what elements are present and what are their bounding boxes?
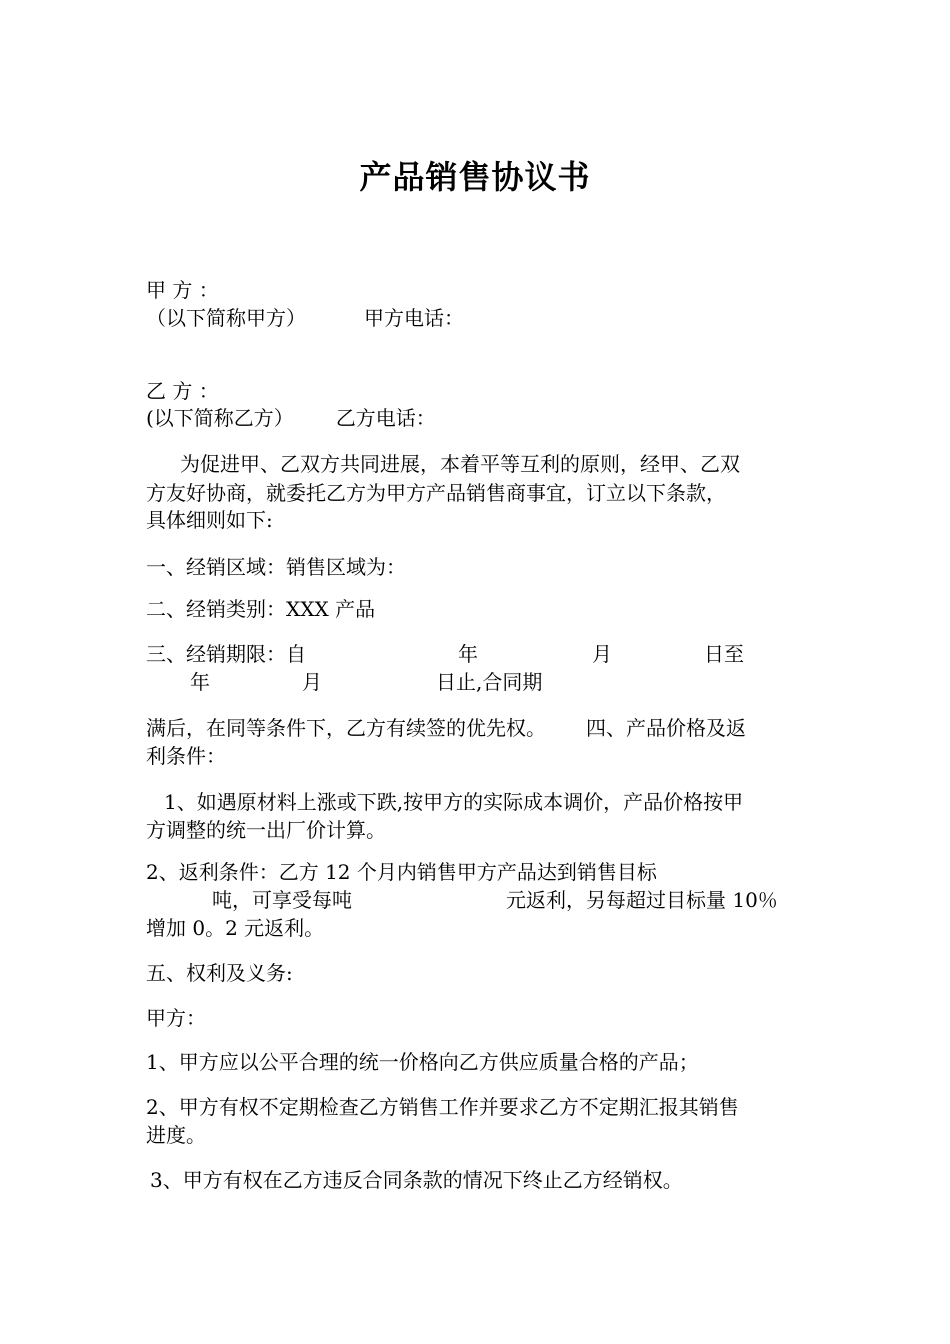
clause-1: 一、经销区域：销售区域为： <box>146 555 406 579</box>
clause-3-month-2: 月 <box>302 670 322 694</box>
price-item-2-line-1: 2、返利条件：乙方 12 个月内销售甲方产品达到销售目标 <box>146 860 657 884</box>
duty-2-line-1: 2、甲方有权不定期检查乙方销售工作并要求乙方不定期汇报其销售 <box>146 1095 739 1119</box>
party-b-phone-label: 乙方电话： <box>335 406 436 430</box>
party-b-alias-line <box>146 404 436 432</box>
clause-5: 五、权利及义务: <box>146 961 293 985</box>
price-item-2-line-2b: 元返利，另每超过目标量 10％ <box>506 888 778 912</box>
renewal-text: 满后，在同等条件下，乙方有续签的优先权。 <box>146 716 546 740</box>
clause-3-month-1: 月 <box>592 642 612 666</box>
clause-2: 二、经销类别：XXX 产品 <box>146 597 376 621</box>
price-item-1-line-1: 1、如遇原材料上涨或下跌,按甲方的实际成本调价，产品价格按甲 <box>164 790 744 814</box>
clause-3-year-1: 年 <box>458 642 478 666</box>
party-b-alias: (以下简称乙方） <box>146 406 294 430</box>
party-a-alias: （以下简称甲方） <box>146 306 306 330</box>
intro-line-1: 为促进甲、乙双方共同进展，本着平等互利的原则，经甲、乙双 <box>180 452 740 476</box>
renewal-line-2: 利条件： <box>146 744 226 768</box>
clause-4-heading: 四、产品价格及返 <box>586 716 746 740</box>
party-b-label: 乙 方 ： <box>146 379 219 403</box>
intro-line-2: 方友好协商，就委托乙方为甲方产品销售商事宜，订立以下条款， <box>146 481 726 505</box>
clause-3-year-2: 年 <box>190 670 210 694</box>
intro-line-3: 具体细则如下: <box>146 508 273 532</box>
duty-2-line-2: 进度。 <box>146 1123 206 1147</box>
price-item-1-line-2: 方调整的统一出厂价计算。 <box>146 818 386 842</box>
duty-3: 3、甲方有权在乙方违反合同条款的情况下终止乙方经销权。 <box>150 1168 683 1192</box>
duty-1: 1、甲方应以公平合理的统一价格向乙方供应质量合格的产品； <box>146 1050 699 1074</box>
clause-3-prefix: 三、经销期限：自 <box>146 642 306 666</box>
clause-3-day-to: 日至 <box>704 642 744 666</box>
price-item-2-line-3: 增加 0。2 元返利。 <box>146 916 325 940</box>
document-title: 产品销售协议书 <box>359 158 591 196</box>
renewal-line-1 <box>146 714 746 742</box>
party-a-alias-line <box>146 304 464 332</box>
party-a-label: 甲 方 ： <box>146 278 219 302</box>
party-a-heading: 甲方： <box>146 1006 206 1030</box>
clause-3-day-end: 日止,合同期 <box>436 670 543 694</box>
price-item-2-line-2a: 吨，可享受每吨 <box>212 888 352 912</box>
party-a-phone-label: 甲方电话： <box>364 306 464 330</box>
